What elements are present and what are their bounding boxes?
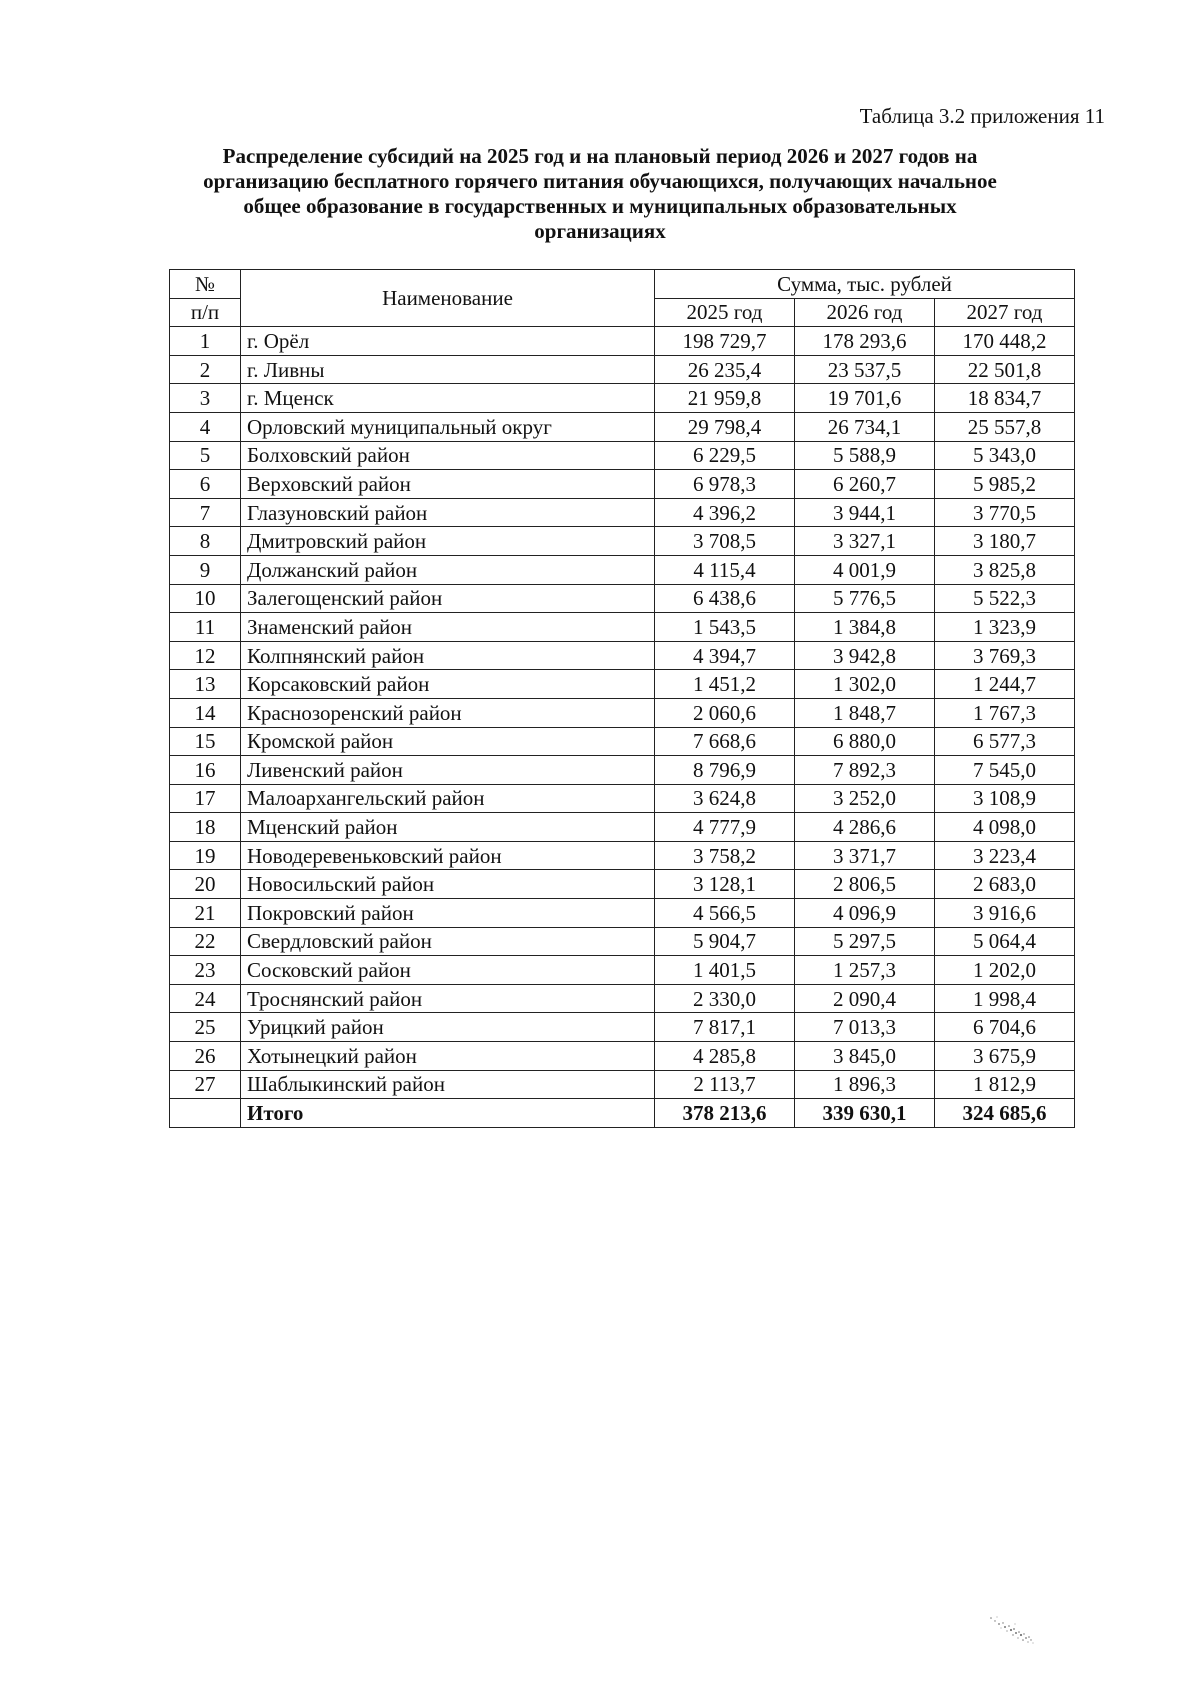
row-name: Свердловский район [241,927,655,956]
row-name: Ливенский район [241,756,655,785]
total-2026: 339 630,1 [795,1099,935,1128]
row-value-2027: 5 064,4 [935,927,1075,956]
table-row [170,641,1075,670]
subsidy-table [169,269,1075,1128]
row-value-2026: 1 848,7 [795,698,935,727]
row-value-2027: 3 675,9 [935,1042,1075,1071]
appendix-label: Таблица 3.2 приложения 11 [859,104,1105,128]
row-value-2025: 4 115,4 [655,555,795,584]
row-value-2025: 4 394,7 [655,641,795,670]
row-name: Верховский район [241,470,655,499]
header-num-line1: № [170,270,241,299]
row-number: 27 [170,1070,241,1099]
row-value-2027: 170 448,2 [935,327,1075,356]
row-value-2025: 6 978,3 [655,470,795,499]
table-row [170,555,1075,584]
row-number: 9 [170,555,241,584]
total-label: Итого [241,1099,655,1128]
table-row [170,698,1075,727]
row-name: г. Ливны [241,355,655,384]
total-num-cell [170,1099,241,1128]
row-number: 12 [170,641,241,670]
total-row [170,1099,1075,1128]
row-name: г. Мценск [241,384,655,413]
table-row [170,927,1075,956]
table-row [170,527,1075,556]
table-row [170,899,1075,928]
row-value-2027: 3 769,3 [935,641,1075,670]
table-row [170,441,1075,470]
row-number: 18 [170,813,241,842]
row-value-2026: 5 588,9 [795,441,935,470]
row-number: 14 [170,698,241,727]
row-value-2026: 1 896,3 [795,1070,935,1099]
row-value-2025: 2 060,6 [655,698,795,727]
total-2027: 324 685,6 [935,1099,1075,1128]
row-value-2025: 6 438,6 [655,584,795,613]
row-value-2026: 178 293,6 [795,327,935,356]
row-number: 22 [170,927,241,956]
row-name: Покровский район [241,899,655,928]
row-value-2026: 5 776,5 [795,584,935,613]
row-value-2026: 3 942,8 [795,641,935,670]
row-value-2027: 25 557,8 [935,412,1075,441]
row-value-2025: 4 777,9 [655,813,795,842]
row-number: 20 [170,870,241,899]
row-value-2025: 4 396,2 [655,498,795,527]
row-value-2027: 6 704,6 [935,1013,1075,1042]
header-year-2027: 2027 год [935,298,1075,327]
row-value-2027: 2 683,0 [935,870,1075,899]
table-body [170,327,1075,1099]
row-value-2026: 3 944,1 [795,498,935,527]
row-value-2026: 5 297,5 [795,927,935,956]
table-row [170,756,1075,785]
table-row [170,1013,1075,1042]
row-value-2027: 5 522,3 [935,584,1075,613]
row-name: Глазуновский район [241,498,655,527]
title-line: общее образование в государственных и муниципальных образовательных [243,194,957,218]
row-value-2027: 6 577,3 [935,727,1075,756]
row-value-2027: 1 202,0 [935,956,1075,985]
row-number: 2 [170,355,241,384]
table-row [170,327,1075,356]
table-row [170,1042,1075,1071]
row-value-2027: 3 180,7 [935,527,1075,556]
row-value-2025: 1 451,2 [655,670,795,699]
row-value-2025: 8 796,9 [655,756,795,785]
row-number: 1 [170,327,241,356]
row-number: 16 [170,756,241,785]
row-number: 13 [170,670,241,699]
row-value-2026: 6 260,7 [795,470,935,499]
row-value-2026: 7 013,3 [795,1013,935,1042]
row-name: Колпнянский район [241,641,655,670]
header-year-2026: 2026 год [795,298,935,327]
row-value-2026: 3 252,0 [795,784,935,813]
header-name: Наименование [241,270,655,327]
table-row [170,412,1075,441]
row-number: 11 [170,613,241,642]
row-value-2027: 3 223,4 [935,841,1075,870]
row-number: 3 [170,384,241,413]
table-row [170,841,1075,870]
total-2025: 378 213,6 [655,1099,795,1128]
row-name: Малоархангельский район [241,784,655,813]
title-line: организацию бесплатного горячего питания обучающихся, получающих начальное [203,169,997,193]
scan-artifact [985,1612,1037,1646]
row-value-2025: 1 543,5 [655,613,795,642]
row-value-2027: 1 812,9 [935,1070,1075,1099]
document-title [150,144,1050,244]
row-name: Корсаковский район [241,670,655,699]
row-value-2026: 1 384,8 [795,613,935,642]
row-number: 5 [170,441,241,470]
row-number: 8 [170,527,241,556]
row-value-2025: 198 729,7 [655,327,795,356]
header-sum: Сумма, тыс. рублей [655,270,1075,299]
row-value-2025: 2 330,0 [655,984,795,1013]
row-name: Дмитровский район [241,527,655,556]
row-name: Болховский район [241,441,655,470]
row-value-2027: 1 767,3 [935,698,1075,727]
row-name: Краснозоренский район [241,698,655,727]
table-row [170,355,1075,384]
row-name: Новосильский район [241,870,655,899]
row-name: Орловский муниципальный округ [241,412,655,441]
row-name: Хотынецкий район [241,1042,655,1071]
row-value-2025: 7 817,1 [655,1013,795,1042]
row-value-2027: 18 834,7 [935,384,1075,413]
table-row [170,984,1075,1013]
row-value-2025: 2 113,7 [655,1070,795,1099]
table-row [170,470,1075,499]
row-name: Знаменский район [241,613,655,642]
row-value-2026: 6 880,0 [795,727,935,756]
row-value-2027: 3 825,8 [935,555,1075,584]
row-value-2026: 1 302,0 [795,670,935,699]
row-value-2026: 4 096,9 [795,899,935,928]
row-name: Троснянский район [241,984,655,1013]
row-value-2025: 21 959,8 [655,384,795,413]
row-value-2026: 4 001,9 [795,555,935,584]
row-name: Шаблыкинский район [241,1070,655,1099]
row-value-2027: 3 108,9 [935,784,1075,813]
table-row [170,384,1075,413]
row-value-2026: 23 537,5 [795,355,935,384]
row-value-2026: 1 257,3 [795,956,935,985]
row-value-2027: 3 770,5 [935,498,1075,527]
row-name: г. Орёл [241,327,655,356]
row-value-2025: 3 624,8 [655,784,795,813]
table-header [170,270,1075,327]
row-value-2025: 4 285,8 [655,1042,795,1071]
table-row [170,956,1075,985]
row-value-2027: 1 244,7 [935,670,1075,699]
scan-noise-icon [985,1612,1037,1646]
table-row [170,670,1075,699]
row-value-2026: 7 892,3 [795,756,935,785]
row-name: Сосковский район [241,956,655,985]
row-value-2025: 1 401,5 [655,956,795,985]
row-value-2026: 26 734,1 [795,412,935,441]
row-value-2027: 1 998,4 [935,984,1075,1013]
row-value-2026: 3 371,7 [795,841,935,870]
row-number: 25 [170,1013,241,1042]
row-value-2026: 4 286,6 [795,813,935,842]
row-name: Урицкий район [241,1013,655,1042]
table-row [170,498,1075,527]
row-number: 15 [170,727,241,756]
row-value-2026: 19 701,6 [795,384,935,413]
row-value-2025: 6 229,5 [655,441,795,470]
row-number: 4 [170,412,241,441]
row-value-2026: 2 806,5 [795,870,935,899]
row-number: 23 [170,956,241,985]
row-value-2026: 3 327,1 [795,527,935,556]
row-value-2025: 7 668,6 [655,727,795,756]
row-name: Кромской район [241,727,655,756]
row-value-2025: 3 758,2 [655,841,795,870]
row-value-2025: 26 235,4 [655,355,795,384]
row-name: Должанский район [241,555,655,584]
table-row [170,784,1075,813]
row-number: 21 [170,899,241,928]
row-value-2026: 2 090,4 [795,984,935,1013]
header-num-line2: п/п [170,298,241,327]
row-value-2025: 4 566,5 [655,899,795,928]
row-value-2027: 7 545,0 [935,756,1075,785]
title-line: организациях [534,219,666,243]
row-number: 7 [170,498,241,527]
row-value-2025: 3 128,1 [655,870,795,899]
row-value-2027: 1 323,9 [935,613,1075,642]
row-value-2027: 5 985,2 [935,470,1075,499]
row-value-2027: 5 343,0 [935,441,1075,470]
row-value-2027: 3 916,6 [935,899,1075,928]
row-number: 19 [170,841,241,870]
row-name: Новодеревеньковский район [241,841,655,870]
row-value-2025: 29 798,4 [655,412,795,441]
table-row [170,813,1075,842]
row-name: Залегощенский район [241,584,655,613]
row-number: 10 [170,584,241,613]
row-name: Мценский район [241,813,655,842]
row-number: 6 [170,470,241,499]
row-number: 24 [170,984,241,1013]
row-value-2027: 22 501,8 [935,355,1075,384]
table-row [170,870,1075,899]
table-row [170,613,1075,642]
row-value-2025: 5 904,7 [655,927,795,956]
row-value-2025: 3 708,5 [655,527,795,556]
title-line: Распределение субсидий на 2025 год и на плановый период 2026 и 2027 годов на [222,144,978,168]
table-row [170,727,1075,756]
table-row [170,1070,1075,1099]
row-value-2027: 4 098,0 [935,813,1075,842]
header-year-2025: 2025 год [655,298,795,327]
table-row [170,584,1075,613]
row-number: 26 [170,1042,241,1071]
row-value-2026: 3 845,0 [795,1042,935,1071]
row-number: 17 [170,784,241,813]
